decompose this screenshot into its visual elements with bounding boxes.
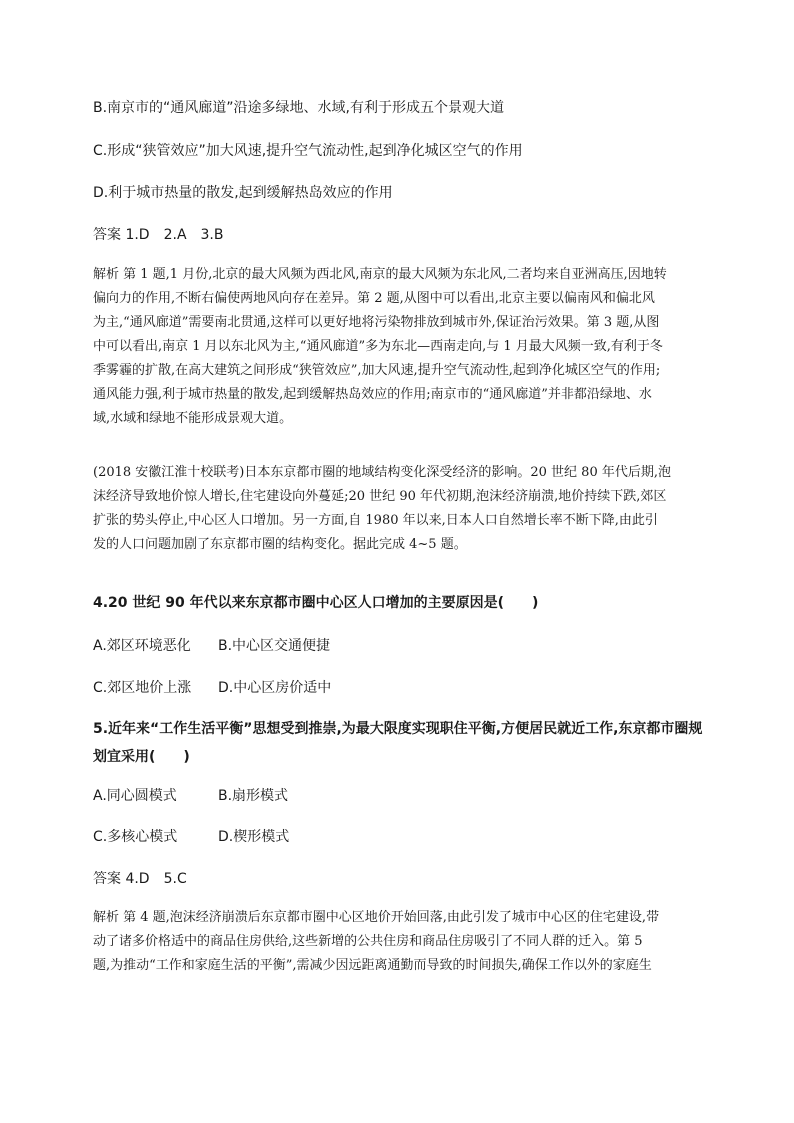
- material-passage: [93, 463, 701, 559]
- option-d-prev: D.利于城市热量的散发,起到缓解热岛效应的作用: [93, 185, 393, 201]
- material-line: 扩张的势头停止,中心区人口增加。另一方面,自 1980 年以来,日本人口自然增长率不断下降,由此引: [93, 513, 658, 528]
- option-a: A.同心圆模式: [93, 788, 177, 804]
- explanation-line: 通风能力强,利于城市热量的散发,起到缓解热岛效应的作用;南京市的“通风廊道”并非都沿绿地、水: [93, 387, 652, 402]
- answer-4-5: 答案 4.D 5.C: [93, 871, 187, 887]
- question-4-options-row-1b: [218, 636, 330, 656]
- explanation-line: 为主,“通风廊道”需要南北贯通,这样可以更好地将污染物排放到城市外,保证治污效果。第 3 题,从图: [93, 315, 660, 330]
- option-a: A.郊区环境恶化: [93, 638, 191, 654]
- material-line: (2018 安徽江淮十校联考)日本东京都市圈的地域结构变化深受经济的影响。20 世纪 80 年代后期,泡: [93, 465, 671, 480]
- question-5-option-a: [93, 786, 177, 806]
- question-4-stem: 4.20 世纪 90 年代以来东京都市圈中心区人口增加的主要原因是( ): [93, 595, 539, 611]
- explanation-1-3: [93, 265, 701, 433]
- option-b: B.中心区交通便捷: [218, 638, 331, 654]
- option-b-prev: B.南京市的“通风廊道”沿途多绿地、水域,有利于形成五个景观大道: [93, 100, 505, 116]
- material-line: 沫经济导致地价惊人增长,住宅建设向外蔓延;20 世纪 90 年代初期,泡沫经济崩溃,地价持续下跌,郊区: [93, 489, 667, 504]
- answer-1-3: 答案 1.D 2.A 3.B: [93, 227, 224, 243]
- option-b: B.扇形模式: [218, 788, 289, 804]
- explanation-line: 动了诸多价格适中的商品住房供给,这些新增的公共住房和商品住房吸引了不同人群的迁入。第 5: [93, 934, 643, 949]
- explanation-line: 解析 第 4 题,泡沫经济崩溃后东京都市圈中心区地价开始回落,由此引发了城市中心区的住宅建设,带: [93, 910, 660, 925]
- explanation-line: 偏向力的作用,不断右偏使两地风向存在差异。第 2 题,从图中可以看出,北京主要以偏南风和偏北风: [93, 291, 655, 306]
- question-5-stem-line-2: 划宜采用( ): [93, 749, 190, 765]
- explanation-4-5: [93, 908, 701, 980]
- question-4-options-row-1: [93, 636, 191, 656]
- explanation-line: 季雾霾的扩散,在高大建筑之间形成“狭管效应”,加大风速,提升空气流动性,起到净化城区空气的作用;: [93, 363, 661, 378]
- question-4-options-row-2b: [218, 678, 331, 698]
- option-d: D.楔形模式: [218, 829, 290, 845]
- option-c: C.郊区地价上涨: [93, 680, 192, 696]
- option-c: C.多核心模式: [93, 829, 178, 845]
- option-c-prev: C.形成“狭管效应”加大风速,提升空气流动性,起到净化城区空气的作用: [93, 143, 523, 159]
- explanation-line: 解析 第 1 题,1 月份,北京的最大风频为西北风,南京的最大风频为东北风,二者均来自亚洲高压,因地转: [93, 267, 667, 282]
- question-5-option-c: [93, 827, 177, 847]
- question-5-stem-line-1: 5.近年来“工作生活平衡”思想受到推崇,为最大限度实现职住平衡,方便居民就近工作,东京都市圈规: [93, 721, 703, 737]
- explanation-line: 题,为推动“工作和家庭生活的平衡”,需减少因远距离通勤而导致的时间损失,确保工作以外的家庭生: [93, 958, 652, 973]
- question-4-options-row-2: [93, 678, 191, 698]
- question-5-option-d: [218, 827, 289, 847]
- explanation-line: 域,水域和绿地不能形成景观大道。: [93, 411, 293, 426]
- question-5-option-b: [218, 786, 288, 806]
- material-line: 发的人口问题加剧了东京都市圈的结构变化。据此完成 4~5 题。: [93, 537, 467, 552]
- option-d: D.中心区房价适中: [218, 680, 332, 696]
- explanation-line: 中可以看出,南京 1 月以东北风为主,“通风廊道”多为东北—西南走向,与 1 月最大风频一致,有利于冬: [93, 339, 663, 354]
